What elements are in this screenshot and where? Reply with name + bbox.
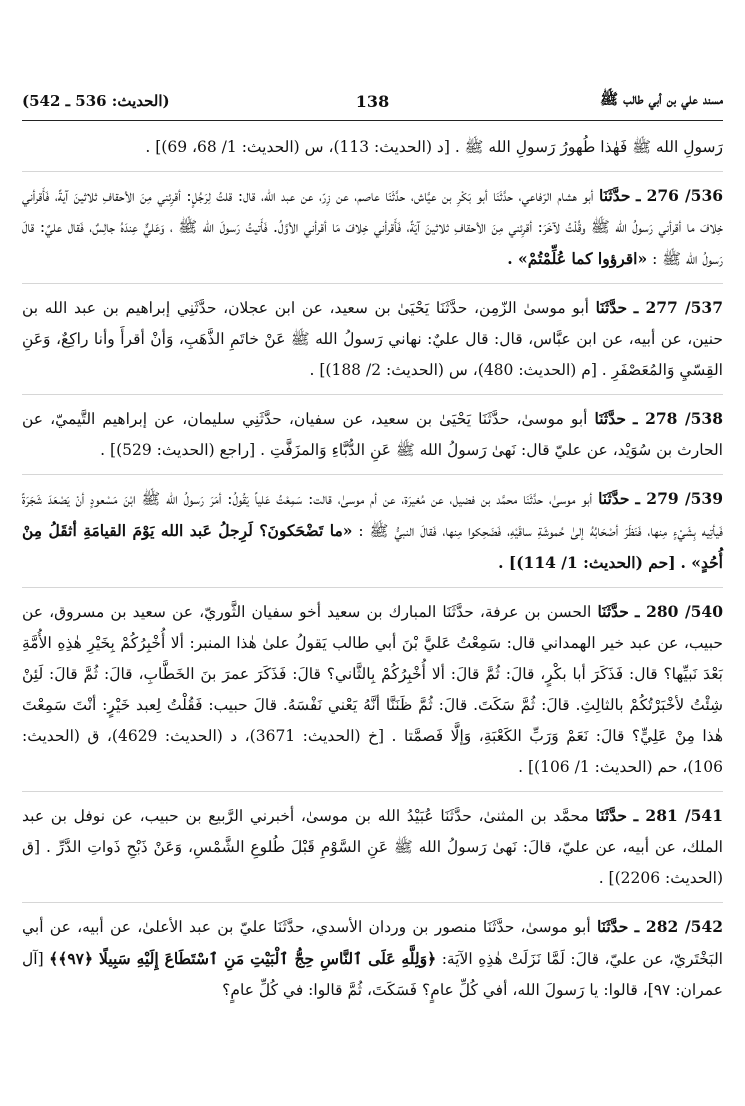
page-header bbox=[22, 88, 723, 114]
hadith-quote: «ما تَضْحَكونَ؟ لَرِجلُ عَبد الله يَوْمَ القيامَةِ أثقَلُ مِنْ أُحُدٍ» . bbox=[22, 521, 723, 572]
continuation-paragraph bbox=[22, 132, 723, 163]
hadith-number: 537/ 277 ـ bbox=[633, 298, 723, 317]
hadith-number: 539/ 279 ـ bbox=[635, 489, 723, 508]
header-hadith-range: (الحديث: 536 ـ 542) bbox=[22, 92, 170, 110]
hadith-entry-539 bbox=[22, 474, 723, 579]
hadith-text: أبو هشام الرّفاعي، حدَّثَنَا أبو بَكْرِ بن عيَّاش، حدَّثَنَا عاصم، عن زِرّ، عن عبد الله، قال: قلتُ لِرَجُلٍ: أقرِئني مِنَ الأحقافِ ثلاثينَ آيةً، فَأَقرأني خِلافَ ما أقرأني رَسولُ الله ﷺ وقُلْتُ لآخَرَ: أقرِئني مِنَ الأحقافِ ثلاثينَ آيَةً، فَأَقرأني خِلافَ مَا أقرأني الأوَّلُ. فَأَتيتُ رَسولَ الله ﷺ ، وَعَليٌّ عِندَهُ جالِسٌ، فَقال عليٌ: قالَ رَسولُ الله ﷺ : bbox=[22, 187, 723, 268]
hadith-text-continued: [آل عمران: ٩٧]، قالوا: يا رَسولَ الله، أفي كُلِّ عامٍ؟ فَسَكَتَ، ثُمَّ قالوا: في كُلِّ عامٍ؟ bbox=[22, 950, 723, 999]
hadith-entry-542 bbox=[22, 902, 723, 1006]
hadith-text: أبو موسىٰ، حدَّثَنَا يَحْيَىٰ بن سعيد، عن سفيان، حدَّثَنِي سليمان، عن إبراهيم التَّيميّ، عن الحارث بن سُوَيْد، عن عليّ قال: نَهىٰ رَسولُ الله ﷺ عَنِ الدُّبَّاءِ وَالمزَفَّتِ . [راجع (الحديث: 529)] . bbox=[22, 410, 723, 459]
hadith-number: 542/ 282 ـ bbox=[634, 917, 724, 936]
hadith-entry-538 bbox=[22, 394, 723, 466]
header-rule bbox=[22, 120, 723, 121]
hadith-entry-541 bbox=[22, 791, 723, 894]
hadith-text: الحسن بن عرفة، حدَّثَنَا المبارك بن سعيد أخو سفيان الثَّوريّ، عن سعيد بن مسروق، عن حبيب، عن عبد خير الهمداني قال: سَمِعْتُ عَليَّ بْنَ أبي طالب يَقولُ علىٰ هٰذا المنبر: ألا أُخْبِرُكُمْ بِخَيْرِ هٰذِهِ الأُمَّةِ بَعْدَ نَبيِّها؟ قال: فَذَكَرَ أبا بكْرٍ، قالَ: ثُمَّ قالَ: ألا أُخْبِرُكُمْ بِالثَّاني؟ قالَ: فَذَكَرَ عمرَ بنَ الخَطَّابِ، قالَ: ثُمَّ قالَ: لَئِنْ شِئْتُ لأخْبَرْتُكُمْ بالثالِثِ. قالَ: ثُمَّ سَكَتَ. قالَ: ثُمَّ ظَنَنَّا أنَّهُ يَعْني نَفْسَهُ. قالَ حبيب: فَقُلْتُ لِعبد خَيْرٍ: أنْتَ سَمِعْتَ هٰذا مِنْ عَلِيٍّ؟ قالَ: نَعَمْ وَرَبِّ الكَعْبَةِ، وَإلَّا فَصمَّتا . [خ (الحديث: 3671)، د (الحديث: 4629)، ق (الحديث: 106)، حم (الحديث: 1/ 106)] . bbox=[22, 603, 723, 776]
hadith-text: محمَّد بن المثنىٰ، حدَّثَنَا عُبَيْدُ الله بن موسىٰ، أخبرني الرَّبيع بن حبيب، عن نوفل بن عبد الملك، عن أبيه، عن عليّ، قالَ: نَهىٰ رَسولُ الله ﷺ عَنِ السَّوْمِ قَبْلَ طُلوعِ الشَّمْسِ، وَعَنْ ذَبْحِ ذَواتِ الدَّرِّ . [ق (الحديث: 2206)] . bbox=[22, 807, 723, 887]
hadith-reference: [حم (الحديث: 1/ 114)] . bbox=[498, 553, 676, 572]
hadith-entry-537 bbox=[22, 283, 723, 386]
haddathana-word: حدَّثَنَا bbox=[598, 489, 630, 508]
continuation-text: رَسولِ الله ﷺ فَهٰذا طُهورُ رَسولِ الله ﷺ . [د (الحديث: 113)، س (الحديث: 1/ 68، 69)] . bbox=[145, 138, 723, 156]
page-body bbox=[22, 132, 723, 1086]
hadith-number: 541/ 281 ـ bbox=[633, 806, 723, 825]
hadith-entry-536 bbox=[22, 171, 723, 275]
quran-verse: ﴿وَلِلَّهِ عَلَى ٱلنَّاسِ حِجُّ ٱلْبَيْتِ مَنِ ٱسْتَطَاعَ إِلَيْهِ سَبِيلًا ﴿٩٧﴾﴾ bbox=[49, 949, 437, 968]
haddathana-word: حدَّثَنَا bbox=[596, 917, 629, 936]
hadith-number: 536/ 276 ـ bbox=[636, 186, 724, 205]
haddathana-word: حدَّثَنَا bbox=[595, 806, 627, 825]
hadith-text: أبو موسىٰ، حدَّثَنَا منصور بن وردان الأسدي، حدَّثَنَا عليّ بن عبد الأعلىٰ، عن أبيه، عن أبي البَخْتَريّ، عن عليّ، قالَ: لَمَّا نَزَلَتْ هٰذِهِ الآيَة: bbox=[22, 918, 723, 968]
haddathana-word: حدَّثَنَا bbox=[594, 409, 626, 428]
hadith-number: 538/ 278 ـ bbox=[633, 409, 723, 428]
haddathana-word: حدَّثَنَا bbox=[597, 602, 629, 621]
hadith-entry-540 bbox=[22, 587, 723, 783]
haddathana-word: حدَّثَنَا bbox=[598, 186, 631, 205]
page-number: 138 bbox=[355, 91, 390, 111]
header-title: مسند علي بن أبي طالب ﷺ bbox=[599, 90, 723, 108]
hadith-quote: «اقرؤوا كما عُلِّمْتُمْ» . bbox=[507, 249, 648, 268]
haddathana-word: حدَّثَنَا bbox=[595, 298, 628, 317]
hadith-number: 540/ 280 ـ bbox=[634, 602, 723, 621]
hadith-text: أبو موسىٰ الزّمِن، حدَّثَنَا يَحْيَىٰ بن سعيد، عن ابن عجلان، حدَّثَنِي إبراهيم بن عبد الله بن حنين، عن أبيه، عن ابن عبَّاس، قال: قال عليٌ: نهاني رَسولُ الله ﷺ عَنْ خاتَمِ الذَّهَبِ، وَأنْ أقرأَ وأنا راكِعٌ، وَعَنِ القِسّيِ وَالمُعَصْفَرِ . [م (الحديث: 480)، س (الحديث: 2/ 188)] . bbox=[22, 299, 723, 379]
hadith-text: أبو موسىٰ، حدَّثَنَا محمَّد بن فضيل، عن مُغيرَة، عن أم موسىٰ، قالت: سَمِعْتُ عَلياً يَقُولُ: أمَرَ رَسولُ الله ﷺ ابْنَ مَسْعودٍ أنْ يَصْعَدَ شَجَرَةً فَيأتِيه بِشَيْءٍ مِنها، فَنَظَرَ أصْحَابُهُ إلىٰ حُموشَةِ ساقَيْهِ، فَضَحِكوا مِنها، فَقالَ النبيُّ ﷺ : bbox=[22, 490, 723, 540]
